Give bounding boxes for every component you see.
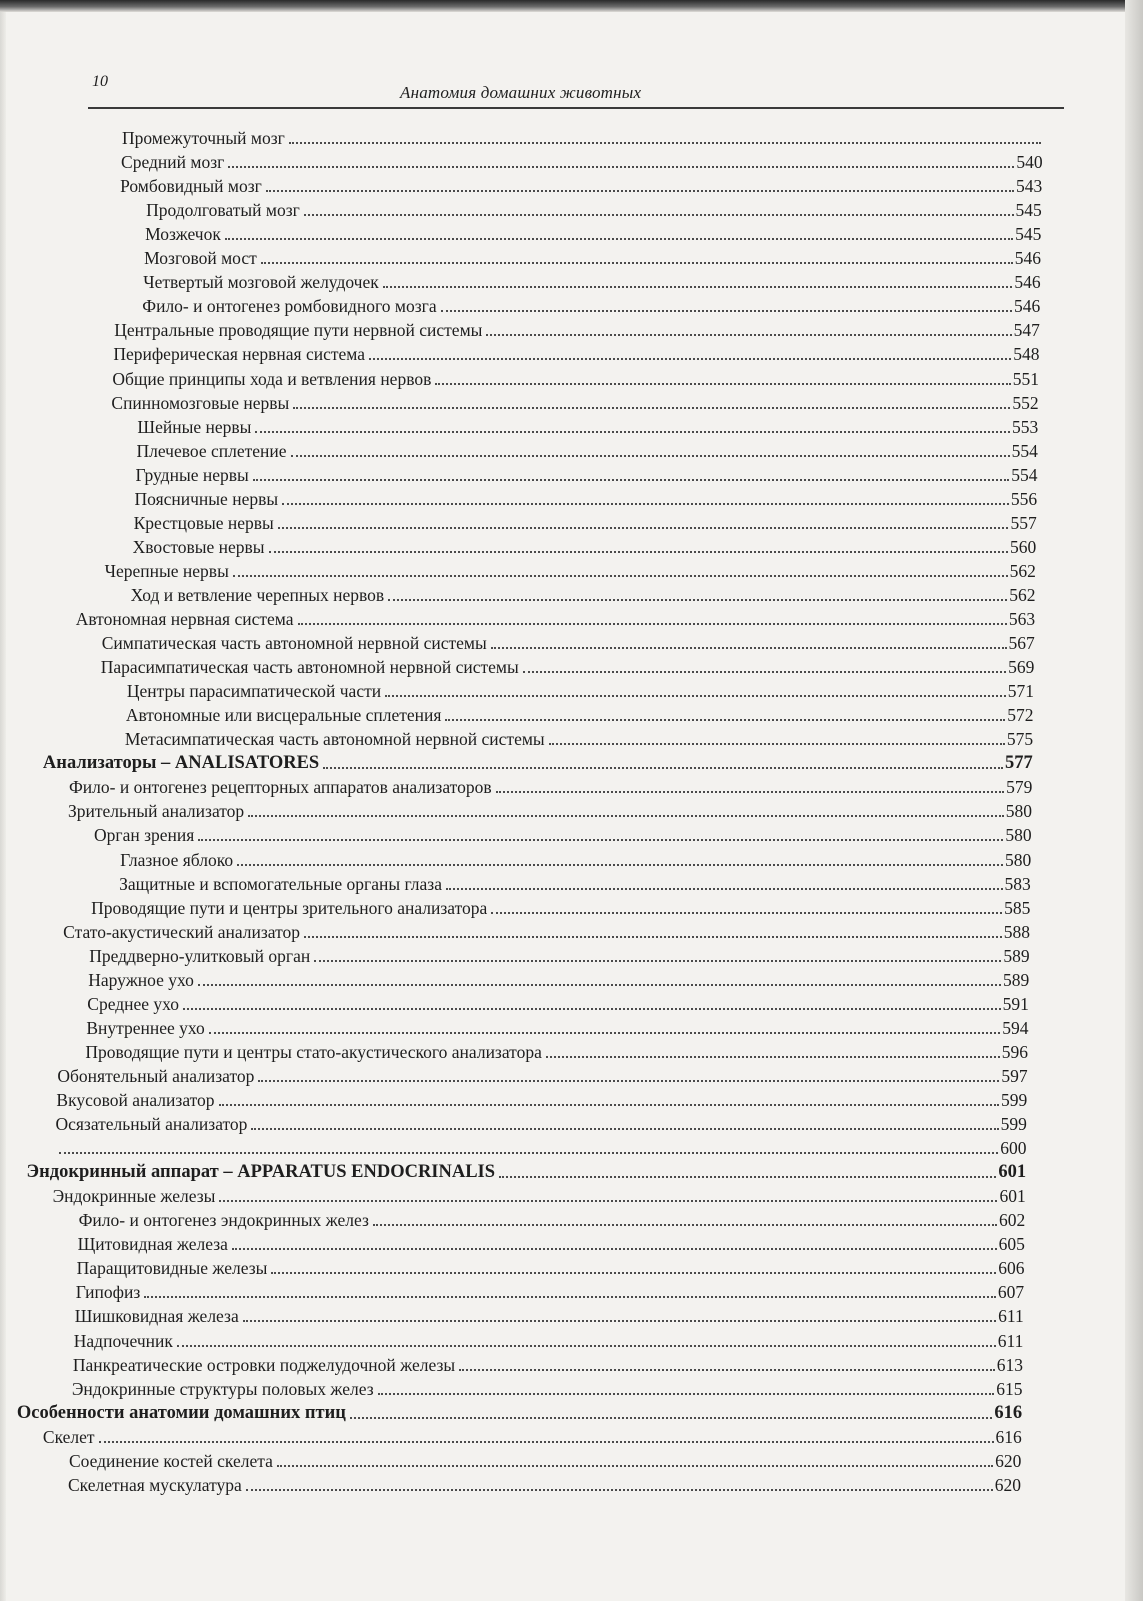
toc-entry-title: Паращитовидные железы [76, 1258, 268, 1279]
toc-entry [133, 537, 1037, 557]
toc-entry-page: 597 [1001, 1065, 1028, 1086]
toc-entry-page: 585 [1004, 897, 1031, 918]
toc-entry [77, 1258, 1025, 1278]
toc-entry [69, 1451, 1021, 1471]
toc-entry [131, 585, 1036, 605]
dot-leader [304, 936, 1002, 938]
toc-entry [113, 344, 1039, 364]
toc-entry [102, 633, 1035, 653]
toc-entry [119, 874, 1031, 894]
toc-entry-title: Эндокринные железы [52, 1186, 216, 1207]
toc-entry-title: Вкусовой анализатор [56, 1090, 215, 1110]
toc-entry-title: Спинномозговые нервы [111, 392, 290, 413]
toc-entry-page: 577 [1005, 753, 1033, 774]
toc-entry-page: 567 [1008, 633, 1035, 654]
toc-entry [91, 898, 1030, 918]
toc-entry-title: Мозговой мост [144, 248, 257, 269]
dot-leader [144, 1296, 996, 1298]
toc-entry [142, 296, 1040, 316]
scan-edge-top [0, 0, 1143, 12]
toc-entry-page: 548 [1013, 344, 1040, 365]
toc-entry-title: Автономные или висцеральные сплетения [125, 705, 442, 726]
toc-entry [55, 1138, 1027, 1158]
toc-entry [63, 922, 1030, 942]
toc-entry-page: 546 [1014, 296, 1041, 317]
dot-leader [277, 1465, 993, 1467]
page-number: 10 [92, 73, 108, 90]
dot-leader [209, 1032, 1001, 1034]
header-rule [88, 107, 1064, 109]
toc-entry-title: Мозжечок [145, 224, 221, 245]
toc-entry [73, 1355, 1023, 1375]
toc-entry [69, 777, 1032, 797]
toc-entry-page: 606 [998, 1258, 1025, 1279]
dot-leader [496, 791, 1005, 793]
dot-leader [261, 262, 1013, 264]
dot-leader [523, 671, 1006, 673]
toc-entry-title: Обонятельный анализатор [57, 1065, 255, 1086]
toc-entry-page: 562 [1009, 560, 1036, 581]
toc-entry-title: Скелет [42, 1426, 95, 1447]
toc-entry-page: 552 [1012, 392, 1039, 413]
toc-entry [78, 1234, 1025, 1254]
toc-entry [136, 441, 1037, 461]
toc-entry-page: 616 [994, 1402, 1023, 1423]
toc-entry-title: Проводящие пути и центры стато-акустического анализатора [85, 1041, 542, 1062]
dot-leader [282, 503, 1009, 505]
toc-entry-title: Шишковидная железа [74, 1306, 239, 1327]
dot-leader [486, 334, 1011, 336]
toc-entry-title: Крестцовые нервы [133, 512, 274, 533]
toc-entry-page: 571 [1007, 681, 1034, 702]
toc-entry [114, 320, 1040, 340]
toc-entry-title: Метасимпатическая часть автономной нервной системы [124, 729, 545, 750]
toc-entry-page: 591 [1002, 993, 1029, 1014]
dot-leader [253, 479, 1009, 481]
toc-entry-title: Ромбовидный мозг [120, 176, 262, 197]
toc-entry [57, 1066, 1027, 1086]
toc-entry-page: 551 [1012, 368, 1040, 389]
toc-entry [74, 1331, 1024, 1351]
dot-leader [304, 214, 1014, 216]
dot-leader [369, 358, 1011, 360]
toc-entry [121, 152, 1043, 172]
scan-edge-left [0, 0, 6, 1601]
dot-leader [499, 1176, 996, 1178]
toc-entry-title: Щитовидная железа [77, 1234, 228, 1255]
toc-entry-title: Продолговатый мозг [146, 200, 300, 221]
toc-entry-page: 540 [1016, 152, 1043, 173]
toc-entry-title: Четвертый мозговой желудочек [143, 272, 379, 293]
toc-entry-title: Проводящие пути и центры зрительного анализатора [91, 897, 488, 918]
dot-leader [373, 1224, 997, 1226]
toc-entry [75, 1306, 1024, 1326]
toc-entry [89, 946, 1029, 966]
toc-entry-page: 620 [995, 1450, 1022, 1471]
dot-leader [323, 767, 1003, 769]
toc-entry-page: 594 [1002, 1017, 1029, 1038]
dot-leader [269, 551, 1008, 553]
toc-entry-title: Стато-акустический анализатор [63, 921, 301, 942]
toc-entry-page: 583 [1004, 873, 1031, 894]
toc-entry-page: 588 [1003, 921, 1031, 942]
toc-entry-page: 589 [1003, 945, 1030, 966]
dot-leader [219, 1200, 997, 1202]
dot-leader [445, 719, 1005, 721]
dot-leader [314, 960, 1001, 962]
dot-leader [298, 623, 1007, 625]
toc-entry-page: 616 [995, 1426, 1022, 1447]
dot-leader [266, 190, 1014, 192]
toc-entry-title: Центральные проводящие пути нервной системы [114, 320, 483, 341]
toc-entry-title: Эндокринный аппарат – APPARATUS ENDOCRINALIS [26, 1162, 496, 1183]
toc-entry-title: Фило- и онтогенез эндокринных желез [78, 1210, 369, 1231]
toc-entry-page: 620 [994, 1474, 1021, 1495]
toc-entry [88, 970, 1029, 990]
dot-leader [237, 864, 1003, 866]
dot-leader [255, 431, 1010, 433]
toc-entry [105, 561, 1036, 581]
dot-leader [378, 1393, 995, 1395]
toc-entry-title: Хвостовые нервы [132, 536, 265, 557]
toc-entry-title: Зрительный анализатор [68, 801, 245, 822]
toc-entry [125, 729, 1033, 749]
toc-entry-page: 554 [1011, 440, 1038, 461]
toc-entry [56, 1090, 1027, 1110]
toc-entry-page: 554 [1011, 464, 1038, 485]
dot-leader [350, 1417, 992, 1419]
toc-entry-page: 546 [1014, 272, 1041, 293]
toc-entry [111, 393, 1038, 413]
toc-entry-page: 545 [1015, 200, 1042, 221]
toc-entry-page: 560 [1010, 536, 1037, 557]
toc-entry-title: Грудные нервы [135, 464, 249, 485]
toc-entry-title: Гипофиз [75, 1282, 141, 1303]
toc-entry-page: 602 [999, 1210, 1026, 1231]
toc-entry-page: 580 [1005, 801, 1032, 822]
toc-entry-title: Особенности анатомии домашних птиц [16, 1402, 346, 1423]
dot-leader [385, 695, 1006, 697]
toc-entry-title: Защитные и вспомогательные органы глаза [119, 873, 442, 894]
toc-entry [53, 1186, 1026, 1206]
toc-entry [134, 513, 1037, 533]
toc-entry-title: Ход и ветвление черепных нервов [130, 584, 385, 605]
toc-entry-title: Фило- и онтогенез рецепторных аппаратов анализаторов [68, 777, 492, 798]
toc-entry-title: Промежуточный мозг [122, 128, 285, 148]
toc-entry [137, 417, 1038, 437]
toc-entry-page: 600 [1000, 1138, 1027, 1159]
toc-entry-title: Наружное ухо [88, 969, 194, 990]
toc-entry-page: 546 [1014, 248, 1042, 269]
toc-entry [76, 609, 1035, 629]
toc-entry-title: Плечевое сплетение [136, 440, 287, 461]
toc-entry [76, 1282, 1024, 1302]
toc-entry-title: Соединение костей скелета [68, 1450, 273, 1471]
dot-leader [248, 815, 1004, 817]
dot-leader [491, 912, 1002, 914]
toc-entry-page: 579 [1006, 777, 1033, 798]
toc-entry [68, 1475, 1021, 1495]
toc-entry-title: Центры парасимпатической части [126, 681, 382, 702]
toc-entry [87, 994, 1029, 1014]
toc-entry-title: Панкреатические островки поджелудочной железы [72, 1354, 456, 1375]
toc-entry [72, 1379, 1023, 1399]
toc-entry-page: 611 [998, 1306, 1024, 1327]
toc-entry-page: 599 [1001, 1090, 1028, 1110]
dot-leader [59, 1152, 999, 1154]
dot-leader [177, 1345, 996, 1347]
toc-entry-page: 557 [1010, 512, 1037, 533]
toc-entry-title: Скелетная мускулатура [68, 1474, 242, 1495]
toc-entry [112, 369, 1039, 389]
toc-entry-title: Общие принципы хода и ветвления нервов [112, 368, 432, 389]
toc-entry [143, 272, 1040, 292]
dot-leader [278, 527, 1009, 529]
dot-leader [99, 1441, 994, 1443]
toc-entry-title: Шейные нервы [137, 416, 252, 437]
toc-entry-page: 556 [1010, 488, 1038, 509]
toc-entry [55, 1114, 1026, 1134]
dot-leader [549, 743, 1005, 745]
toc-entry-page: 575 [1006, 729, 1034, 750]
toc-entry [122, 128, 1043, 148]
dot-leader [198, 839, 1003, 841]
toc-entry-title: Поясничные нервы [134, 488, 279, 509]
toc-entry [43, 753, 1033, 773]
toc-entry [17, 1403, 1022, 1423]
toc-entry [146, 200, 1042, 220]
dot-leader [225, 238, 1013, 240]
toc-entry [85, 1042, 1028, 1062]
toc-entry-title: Парасимпатическая часть автономной нервной системы [100, 657, 519, 678]
toc-entry [127, 681, 1034, 701]
toc-entry-page: 563 [1008, 609, 1036, 629]
dot-leader [271, 1272, 996, 1274]
toc-entry-page: 596 [1001, 1041, 1029, 1062]
dot-leader [258, 1080, 999, 1082]
toc-entry-page: 572 [1007, 705, 1034, 726]
dot-leader [198, 984, 1001, 986]
toc-entry [135, 489, 1038, 509]
toc-entry [145, 224, 1041, 244]
dot-leader [289, 142, 1041, 144]
toc-entry [101, 657, 1035, 677]
dot-leader [441, 310, 1012, 312]
toc-entry-page: 601 [999, 1186, 1026, 1207]
toc-entry [136, 465, 1038, 485]
toc-entry [144, 248, 1041, 268]
dot-leader [219, 1104, 999, 1106]
toc-entry [94, 825, 1032, 845]
toc-entry-page: 543 [1015, 176, 1043, 197]
toc-entry-title: Надпочечник [73, 1330, 173, 1351]
toc-entry-page: 547 [1013, 320, 1040, 341]
toc-entry-title: Среднее ухо [87, 993, 180, 1014]
toc-entry-title: Осязательный анализатор [55, 1114, 248, 1135]
toc-entry [86, 1018, 1028, 1038]
toc-entry-title: Автономная нервная система [75, 609, 294, 629]
toc-entry-page: 580 [1004, 849, 1032, 870]
toc-entry-title: Преддверно-улитковый орган [89, 945, 311, 966]
toc-entry [120, 176, 1042, 196]
toc-entry-title: Периферическая нервная система [113, 344, 365, 365]
dot-leader [183, 1008, 1001, 1010]
toc-entry-title: Симпатическая часть автономной нервной системы [101, 633, 487, 654]
toc-entry-page: 562 [1009, 584, 1036, 605]
toc-entry-page: 580 [1005, 825, 1032, 846]
toc-entry [27, 1162, 1027, 1182]
toc-entry-page: 553 [1012, 416, 1039, 437]
toc-entry [126, 705, 1034, 725]
dot-leader [459, 1369, 995, 1371]
toc-entry [68, 801, 1032, 821]
toc-entry-page: 613 [996, 1354, 1023, 1375]
toc-entry-title: Средний мозг [121, 152, 225, 173]
toc-entry-title: Орган зрения [94, 825, 195, 846]
toc-entry [79, 1210, 1026, 1230]
toc-entry-page: 601 [998, 1162, 1027, 1183]
toc-entry-title: Внутреннее ухо [86, 1017, 205, 1038]
toc-entry-title: Черепные нервы [104, 560, 229, 581]
toc-entry [43, 1427, 1022, 1447]
dot-leader [228, 166, 1014, 168]
toc-entry-page: 605 [998, 1234, 1025, 1255]
toc-entry-page: 545 [1015, 224, 1042, 245]
dot-leader [251, 1128, 998, 1130]
toc-entry-page: 615 [996, 1378, 1023, 1399]
dot-leader [446, 888, 1003, 890]
toc-entry-title: Эндокринные структуры половых желез [71, 1378, 374, 1399]
toc-entry-title: Фило- и онтогенез ромбовидного мозга [142, 296, 437, 317]
toc-entry-page: 599 [1000, 1114, 1027, 1135]
scan-edge-right [1125, 0, 1143, 1601]
dot-leader [243, 1320, 996, 1322]
dot-leader [246, 1489, 993, 1491]
running-title: Анатомия домашних животных [400, 83, 642, 102]
dot-leader [546, 1056, 1000, 1058]
toc-entry-page: 611 [997, 1330, 1024, 1351]
toc-entry-page: 589 [1003, 969, 1030, 990]
dot-leader [233, 575, 1008, 577]
toc-entry-page: 569 [1008, 657, 1035, 678]
dot-leader [293, 407, 1010, 409]
dot-leader [232, 1248, 997, 1250]
toc-entry-title: Анализаторы – ANALISATORES [42, 753, 320, 774]
dot-leader [491, 647, 1007, 649]
dot-leader [383, 286, 1013, 288]
toc-entry-title: Глазное яблоко [120, 849, 234, 870]
toc-entry-page: 607 [997, 1282, 1025, 1303]
dot-leader [291, 455, 1010, 457]
toc-entry [120, 850, 1031, 870]
dot-leader [388, 599, 1007, 601]
dot-leader [435, 383, 1010, 385]
